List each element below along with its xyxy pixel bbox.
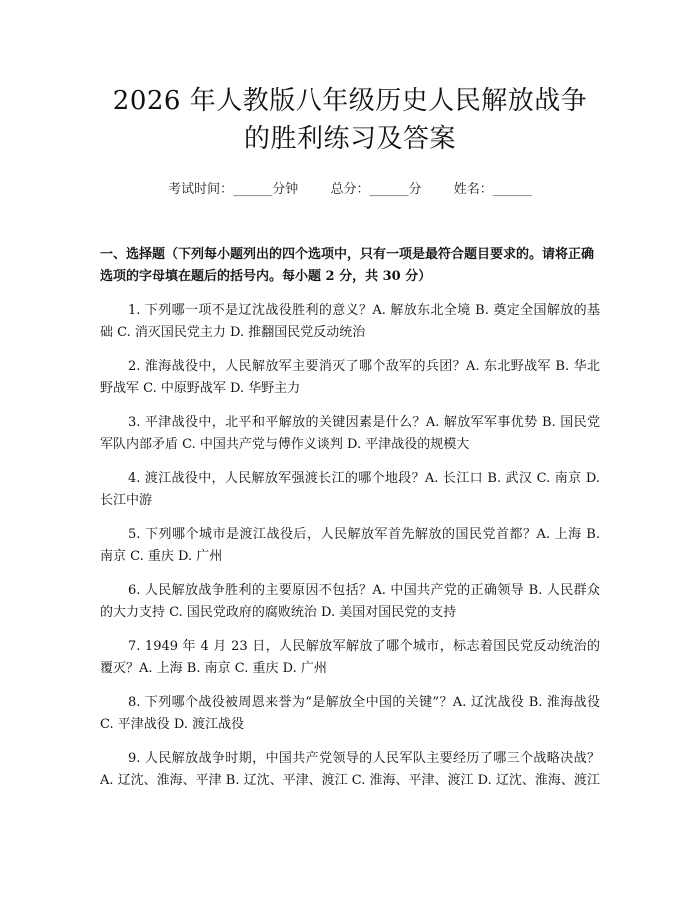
question-item: 6. 人民解放战争胜利的主要原因不包括？A. 中国共产党的正确领导 B. 人民群众的大力支持 C. 国民党政府的腐败统治 D. 美国对国民党的支持: [100, 583, 600, 620]
exam-time-blank: ______: [233, 182, 273, 197]
exam-time-unit: 分钟: [272, 182, 299, 197]
question-item: 8. 下列哪个战役被周恩来誉为“是解放全中国的关键”？A. 辽沈战役 B. 淮海战役 C. 平津战役 D. 渡江战役: [100, 695, 600, 732]
section-heading: 一、选择题（下列每小题列出的四个选项中，只有一项是最符合题目要求的。请将正确选项的字母填在题后的括号内。每小题 2 分，共 30 分）: [100, 247, 595, 284]
name-label: 姓名：: [453, 182, 493, 197]
question-item: 9. 人民解放战争时期，中国共产党领导的人民军队主要经历了哪三个战略决战？A. 辽沈、淮海、平津 B. 辽沈、平津、渡江 C. 淮海、平津、渡江 D. 辽沈、淮海、渡江: [100, 751, 600, 788]
question-list: [100, 300, 600, 792]
exam-time-label: 考试时间：: [168, 182, 234, 197]
document-title: 2026 年人教版八年级历史人民解放战争的胜利练习及答案: [112, 86, 588, 154]
question-item: 3. 平津战役中，北平和平解放的关键因素是什么？A. 解放军军事优势 B. 国民党军队内部矛盾 C. 中国共产党与傅作义谈判 D. 平津战役的规模大: [100, 415, 600, 452]
question-item: 1. 下列哪一项不是辽沈战役胜利的意义？A. 解放东北全境 B. 奠定全国解放的基础 C. 消灭国民党主力 D. 推翻国民党反动统治: [100, 303, 600, 340]
score-blank: ______: [369, 182, 409, 197]
exam-info: [100, 180, 600, 200]
name-blank: ______: [492, 182, 532, 197]
question-item: 5. 下列哪个城市是渡江战役后，人民解放军首先解放的国民党首都？A. 上海 B. 南京 C. 重庆 D. 广州: [100, 527, 600, 564]
question-item: 4. 渡江战役中，人民解放军强渡长江的哪个地段？A. 长江口 B. 武汉 C. 南京 D. 长江中游: [100, 471, 600, 508]
question-item: 7. 1949 年 4 月 23 日，人民解放军解放了哪个城市，标志着国民党反动统治的覆灭？A. 上海 B. 南京 C. 重庆 D. 广州: [100, 639, 600, 676]
score-label: 总分：: [330, 182, 370, 197]
question-item: 2. 淮海战役中，人民解放军主要消灭了哪个敌军的兵团？A. 东北野战军 B. 华北野战军 C. 中原野战军 D. 华野主力: [100, 359, 600, 396]
score-unit: 分: [408, 182, 422, 197]
